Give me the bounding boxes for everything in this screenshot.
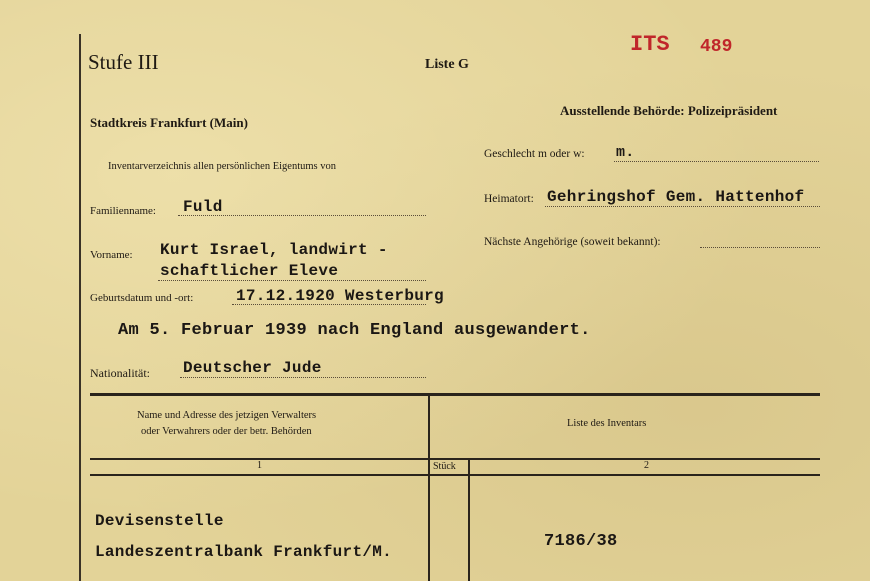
- geburt-dotline: [232, 304, 426, 305]
- familienname-label: Familienname:: [90, 205, 156, 217]
- heimatort-dotline: [545, 206, 820, 207]
- naechste-angehoerige-dotline: [700, 247, 820, 248]
- row1-inventory-value: 7186/38: [544, 532, 618, 551]
- left-margin-line: [79, 34, 81, 581]
- row1-authority-line1: Devisenstelle: [95, 512, 224, 530]
- row1-authority-line2: Landeszentralbank Frankfurt/M.: [95, 543, 393, 561]
- geschlecht-value: m.: [616, 144, 635, 161]
- vorname-value-line2: schaftlicher Eleve: [160, 262, 339, 280]
- stufe-heading: Stufe III: [88, 50, 159, 74]
- vorname-label: Vorname:: [90, 249, 133, 261]
- heimatort-label: Heimatort:: [484, 193, 534, 205]
- table-col-divider-1: [428, 395, 430, 581]
- naechste-angehoerige-label: Nächste Angehörige (soweit bekannt):: [484, 236, 661, 248]
- nationalitaet-dotline: [180, 377, 426, 378]
- table-col-divider-2: [468, 458, 470, 581]
- table-subheader-divider: [90, 474, 820, 476]
- vorname-dotline: [158, 280, 426, 281]
- nationalitaet-label: Nationalität:: [90, 366, 150, 380]
- geschlecht-label: Geschlecht m oder w:: [484, 148, 585, 160]
- col1-header-line2: oder Verwahrers oder der betr. Behörden: [141, 426, 312, 437]
- its-stamp-number: 489: [700, 37, 733, 57]
- nationalitaet-value: Deutscher Jude: [183, 359, 322, 377]
- table-header-divider: [90, 458, 820, 460]
- its-stamp: ITS: [630, 32, 670, 57]
- geburt-value: 17.12.1920 Westerburg: [236, 287, 444, 305]
- behoerde-label: Ausstellende Behörde: Polizeipräsident: [560, 103, 778, 118]
- familienname-dotline: [178, 215, 426, 216]
- table-top-border: [90, 393, 820, 396]
- stueck-label: Stück: [433, 461, 456, 472]
- col1-number: 1: [257, 460, 262, 471]
- vorname-value-line1: Kurt Israel, landwirt -: [160, 241, 388, 259]
- heimatort-value: Gehringshof Gem. Hattenhof: [547, 188, 805, 206]
- col2-number: 2: [644, 460, 649, 471]
- geschlecht-dotline: [614, 161, 819, 162]
- familienname-value: Fuld: [183, 198, 223, 216]
- col1-header-line1: Name und Adresse des jetzigen Verwalters: [137, 410, 317, 421]
- geburt-label: Geburtsdatum und -ort:: [90, 292, 194, 304]
- liste-label: Liste G: [425, 57, 469, 72]
- col2-header: Liste des Inventars: [567, 418, 647, 429]
- emigration-note: Am 5. Februar 1939 nach England ausgewandert.: [118, 321, 591, 340]
- stadtkreis-label: Stadtkreis Frankfurt (Main): [90, 115, 248, 130]
- inventar-title: Inventarverzeichnis allen persönlichen Eigentums von: [108, 161, 337, 172]
